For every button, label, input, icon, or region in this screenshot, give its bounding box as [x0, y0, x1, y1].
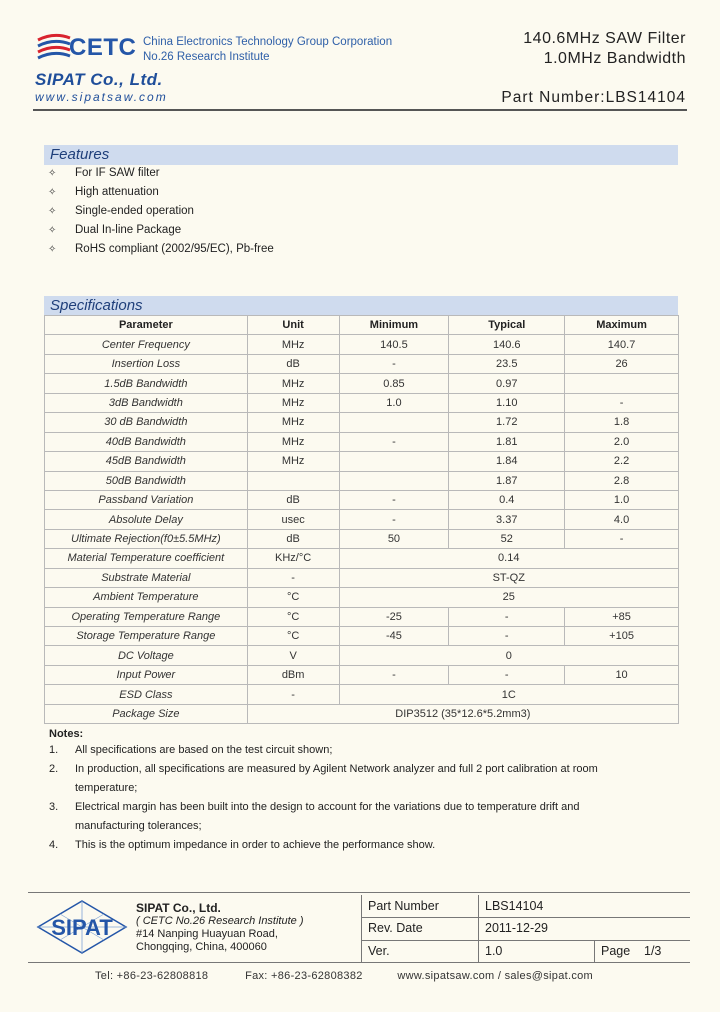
feature-item — [48, 186, 159, 198]
cell-minimum: - — [339, 510, 449, 529]
notes-heading: Notes: — [49, 728, 84, 740]
header-divider — [33, 109, 687, 111]
cell-unit: °C — [247, 588, 339, 607]
cell-minimum — [339, 413, 449, 432]
table-row — [45, 549, 679, 568]
cell-maximum: - — [565, 529, 679, 548]
cell-maximum: 1.0 — [565, 490, 679, 509]
product-bandwidth: 1.0MHz Bandwidth — [543, 50, 686, 67]
cell-maximum: 140.7 — [565, 335, 679, 354]
table-header-row — [45, 316, 679, 335]
table-row — [45, 393, 679, 412]
product-title: 140.6MHz SAW Filter — [523, 30, 686, 47]
cell-parameter: Operating Temperature Range — [45, 607, 248, 626]
footer-company: SIPAT Co., Ltd. — [136, 901, 221, 915]
cell-parameter: Storage Temperature Range — [45, 627, 248, 646]
diamond-bullet-icon: ✧ — [48, 168, 57, 179]
cell-minimum: -25 — [339, 607, 449, 626]
note-text: In production, all specifications are measured by Agilent Network analyzer and full 2 port calibration at room — [75, 763, 598, 775]
table-row — [45, 510, 679, 529]
cell-typical: 1.87 — [449, 471, 565, 490]
telephone: Tel: +86-23-62808818 — [95, 970, 209, 982]
cell-maximum: 2.8 — [565, 471, 679, 490]
fax: Fax: +86-23-62808382 — [245, 970, 363, 982]
note-line — [49, 763, 598, 775]
cell-maximum: 10 — [565, 665, 679, 684]
note-number: 3. — [49, 801, 59, 813]
column-header-typical: Typical — [449, 316, 565, 335]
cell-parameter: Material Temperature coefficient — [45, 549, 248, 568]
diamond-bullet-icon: ✧ — [48, 206, 57, 217]
feature-item — [48, 167, 160, 179]
footer-address-block — [136, 902, 304, 954]
cell-minimum: 1.0 — [339, 393, 449, 412]
footer-address-line1: #14 Nanping Huayuan Road, — [136, 928, 278, 940]
cell-parameter: ESD Class — [45, 685, 248, 704]
note-number: 1. — [49, 744, 59, 756]
cell-unit: V — [247, 646, 339, 665]
cell-typical: 52 — [449, 529, 565, 548]
cell-minimum: - — [339, 665, 449, 684]
table-row — [45, 413, 679, 432]
cell-unit: dBm — [247, 665, 339, 684]
sipat-logo-text: SIPAT — [51, 915, 113, 940]
institute-name: No.26 Research Institute — [143, 51, 270, 63]
note-line — [49, 839, 435, 851]
cell-unit: dB — [247, 354, 339, 373]
table-row — [45, 529, 679, 548]
cell-typical: - — [449, 627, 565, 646]
cell-maximum: - — [565, 393, 679, 412]
cell-parameter: Absolute Delay — [45, 510, 248, 529]
feature-text: RoHS compliant (2002/95/EC), Pb-free — [75, 243, 274, 255]
column-header-unit: Unit — [247, 316, 339, 335]
cell-unit: MHz — [247, 335, 339, 354]
column-header-parameter: Parameter — [45, 316, 248, 335]
cell-maximum: +105 — [565, 627, 679, 646]
website-email[interactable]: www.sipatsaw.com / sales@sipat.com — [397, 970, 593, 982]
table-row — [45, 588, 679, 607]
note-line — [75, 782, 137, 794]
feature-item — [48, 243, 274, 255]
cell-typical: 0.4 — [449, 490, 565, 509]
table-row — [45, 627, 679, 646]
cell-parameter: Ultimate Rejection(f0±5.5MHz) — [45, 529, 248, 548]
cell-typical: 1.84 — [449, 452, 565, 471]
footer-institute: ( CETC No.26 Research Institute ) — [136, 915, 304, 927]
cell-parameter: Package Size — [45, 704, 248, 723]
cell-minimum: - — [339, 490, 449, 509]
page-value: 1/3 — [644, 944, 662, 958]
footer-bottom-rule — [28, 962, 690, 963]
cell-value-span: DIP3512 (35*12.6*5.2mm3) — [247, 704, 678, 723]
cell-value-span: 25 — [339, 588, 678, 607]
cell-value-span: 0 — [339, 646, 678, 665]
cell-maximum: +85 — [565, 607, 679, 626]
cell-unit: - — [247, 685, 339, 704]
table-row — [45, 374, 679, 393]
cell-parameter: 45dB Bandwidth — [45, 452, 248, 471]
cell-typical: 140.6 — [449, 335, 565, 354]
note-number: 2. — [49, 763, 59, 775]
cell-unit: MHz — [247, 452, 339, 471]
features-heading: Features — [44, 145, 678, 165]
note-line — [49, 801, 579, 813]
footer-document-info — [361, 895, 690, 962]
cell-value-span: 1C — [339, 685, 678, 704]
cell-minimum: 0.85 — [339, 374, 449, 393]
table-row — [45, 471, 679, 490]
note-text: Electrical margin has been built into the design to account for the variations due to temperature drift and — [75, 801, 580, 813]
table-row — [45, 335, 679, 354]
cell-parameter: Passband Variation — [45, 490, 248, 509]
cell-parameter: Insertion Loss — [45, 354, 248, 373]
note-text: All specifications are based on the test circuit shown; — [75, 744, 333, 756]
cell-minimum: 50 — [339, 529, 449, 548]
footer-address-line2: Chongqing, China, 400060 — [136, 941, 267, 953]
table-row — [45, 452, 679, 471]
cell-maximum — [565, 374, 679, 393]
cell-unit: - — [247, 568, 339, 587]
cell-parameter: 40dB Bandwidth — [45, 432, 248, 451]
cell-unit: KHz/°C — [247, 549, 339, 568]
diamond-bullet-icon: ✧ — [48, 187, 57, 198]
cell-maximum: 4.0 — [565, 510, 679, 529]
cell-minimum: - — [339, 432, 449, 451]
cell-typical: 1.72 — [449, 413, 565, 432]
cell-parameter: Center Frequency — [45, 335, 248, 354]
cell-maximum: 2.0 — [565, 432, 679, 451]
cell-maximum: 2.2 — [565, 452, 679, 471]
cell-unit: MHz — [247, 374, 339, 393]
feature-text: For IF SAW filter — [75, 167, 160, 179]
column-header-maximum: Maximum — [565, 316, 679, 335]
diamond-bullet-icon: ✧ — [48, 244, 57, 255]
cell-typical: - — [449, 607, 565, 626]
part-number-label: Part Number — [368, 899, 439, 913]
part-number-value: LBS14104 — [485, 899, 544, 913]
diamond-bullet-icon: ✧ — [48, 225, 57, 236]
part-number: Part Number:LBS14104 — [501, 89, 686, 106]
table-row — [45, 607, 679, 626]
version-label: Ver. — [368, 944, 390, 958]
table-row — [45, 354, 679, 373]
cell-typical: 1.81 — [449, 432, 565, 451]
table-row — [45, 704, 679, 723]
footer-top-rule — [28, 892, 690, 893]
cell-minimum: 140.5 — [339, 335, 449, 354]
feature-text: Single-ended operation — [75, 205, 194, 217]
sipat-logo-icon — [34, 897, 130, 957]
feature-item — [48, 205, 194, 217]
cell-unit: °C — [247, 627, 339, 646]
cell-parameter: DC Voltage — [45, 646, 248, 665]
corp-name: China Electronics Technology Group Corporation — [143, 36, 393, 48]
note-text: This is the optimum impedance in order to achieve the performance show. — [75, 839, 436, 851]
cell-typical: - — [449, 665, 565, 684]
cell-minimum — [339, 452, 449, 471]
cell-parameter: Substrate Material — [45, 568, 248, 587]
feature-item — [48, 224, 181, 236]
cell-typical: 0.97 — [449, 374, 565, 393]
table-row — [45, 432, 679, 451]
cell-unit: MHz — [247, 393, 339, 412]
cell-unit: °C — [247, 607, 339, 626]
feature-text: High attenuation — [75, 186, 159, 198]
table-row — [45, 646, 679, 665]
cell-typical: 3.37 — [449, 510, 565, 529]
cell-value-span: 0.14 — [339, 549, 678, 568]
cell-unit: MHz — [247, 413, 339, 432]
cell-typical: 23.5 — [449, 354, 565, 373]
specifications-table — [44, 315, 679, 724]
cell-unit — [247, 471, 339, 490]
company-website[interactable]: www.sipatsaw.com — [35, 90, 168, 104]
page-label: Page — [601, 944, 631, 958]
cell-typical: 1.10 — [449, 393, 565, 412]
cell-maximum: 26 — [565, 354, 679, 373]
rev-date-value: 2011-12-29 — [485, 921, 549, 935]
cell-minimum — [339, 471, 449, 490]
cetc-logo-text: CETC — [69, 34, 137, 61]
cell-parameter: Ambient Temperature — [45, 588, 248, 607]
table-row — [45, 685, 679, 704]
feature-text: Dual In-line Package — [75, 224, 182, 236]
column-header-minimum: Minimum — [339, 316, 449, 335]
cell-unit: dB — [247, 490, 339, 509]
note-line — [49, 744, 332, 756]
cell-parameter: 3dB Bandwidth — [45, 393, 248, 412]
note-line — [75, 820, 202, 832]
cell-maximum: 1.8 — [565, 413, 679, 432]
cell-parameter: 30 dB Bandwidth — [45, 413, 248, 432]
company-name: SIPAT Co., Ltd. — [35, 70, 163, 89]
specifications-heading: Specifications — [44, 296, 678, 316]
rev-date-label: Rev. Date — [368, 921, 423, 935]
cell-parameter: 1.5dB Bandwidth — [45, 374, 248, 393]
cell-minimum: - — [339, 354, 449, 373]
cell-unit: usec — [247, 510, 339, 529]
cell-parameter: Input Power — [45, 665, 248, 684]
cell-parameter: 50dB Bandwidth — [45, 471, 248, 490]
cell-value-span: ST-QZ — [339, 568, 678, 587]
cell-unit: MHz — [247, 432, 339, 451]
version-value: 1.0 — [485, 944, 503, 958]
note-text: temperature; — [75, 782, 138, 794]
table-row — [45, 665, 679, 684]
cell-unit: dB — [247, 529, 339, 548]
table-row — [45, 490, 679, 509]
note-text: manufacturing tolerances; — [75, 820, 202, 832]
note-number: 4. — [49, 839, 59, 851]
table-row — [45, 568, 679, 587]
footer-contact — [95, 970, 593, 982]
cell-minimum: -45 — [339, 627, 449, 646]
